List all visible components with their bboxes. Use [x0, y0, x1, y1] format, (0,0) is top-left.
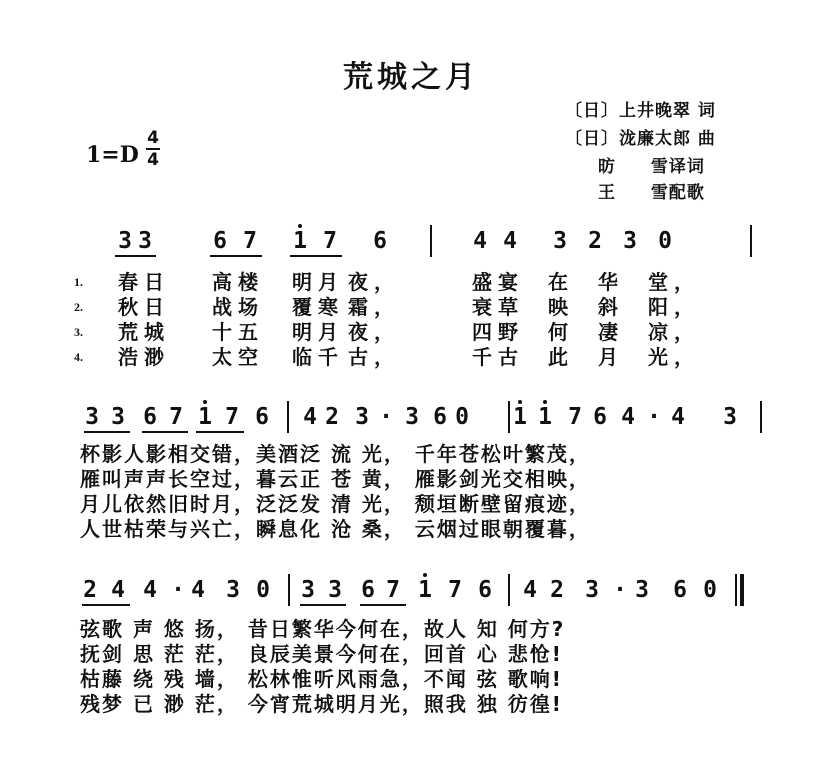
final-bar-line: [740, 574, 744, 606]
note: 0: [455, 404, 469, 430]
beam-underline: [115, 255, 156, 257]
note: 3: [723, 404, 737, 430]
lyric-word: 华: [598, 270, 624, 294]
verse-number: 4.: [74, 350, 83, 364]
lyric-line: 月儿依然旧时月，泛泛发 清 光， 颓垣断壁留痕迹，: [80, 492, 591, 516]
note: 6: [361, 577, 375, 603]
composer-credit: 〔日〕泷廉太郎 曲: [565, 129, 716, 149]
lyric-word: 斜: [598, 295, 624, 319]
note: 7: [225, 404, 239, 430]
lyric-word: 古，: [348, 345, 400, 369]
lyric-word: 秋日: [118, 295, 170, 319]
lyricist-credit: 〔日〕上井晚翠 词: [565, 101, 716, 121]
note: 2: [588, 228, 602, 254]
note: 7: [243, 228, 257, 254]
lyric-word: 衰草: [472, 295, 524, 319]
note: 4: [523, 577, 537, 603]
high-octave-dot: [203, 400, 207, 404]
lyric-word: 堂，: [648, 270, 700, 294]
translator-credit: 昉 雪译词: [598, 157, 705, 177]
high-octave-dot: [423, 573, 427, 577]
lyric-word: 月: [598, 345, 624, 369]
bar-line: [750, 225, 752, 257]
final-bar-line: [735, 574, 737, 606]
note: 7: [323, 228, 337, 254]
beam-underline: [300, 604, 346, 606]
lyric-line: 杯影人影相交错，美酒泛 流 光， 千年苍松叶繁茂，: [80, 442, 591, 466]
note: 3: [405, 404, 419, 430]
time-signature-denominator: 4: [147, 150, 159, 170]
arranger-credit: 王 雪配歌: [598, 183, 705, 203]
high-octave-dot: [298, 224, 302, 228]
note: 4: [671, 404, 685, 430]
note: 3: [138, 228, 152, 254]
beam-underline: [360, 604, 406, 606]
note: 4: [473, 228, 487, 254]
lyric-word: 太空: [212, 345, 264, 369]
note: 0: [256, 577, 270, 603]
bar-line: [287, 401, 289, 433]
note: 3: [635, 577, 649, 603]
note: 0: [703, 577, 717, 603]
note: 3: [355, 404, 369, 430]
note: 3: [226, 577, 240, 603]
lyric-word: 浩渺: [118, 345, 170, 369]
lyric-word: 盛宴: [472, 270, 524, 294]
note: 3: [85, 404, 99, 430]
bar-line: [760, 401, 762, 433]
note: 1: [513, 404, 527, 430]
time-signature-numerator: 4: [147, 128, 159, 148]
lyric-word: 明月: [292, 320, 344, 344]
note: 2: [83, 577, 97, 603]
high-octave-dot: [518, 400, 522, 404]
dot-rhythm: ·: [379, 404, 393, 430]
high-octave-dot: [543, 400, 547, 404]
note: 6: [478, 577, 492, 603]
lyric-word: 此: [548, 345, 574, 369]
lyric-word: 凉，: [648, 320, 700, 344]
key-signature: 1=D: [86, 142, 139, 168]
note: 1: [418, 577, 432, 603]
lyric-line: 弦歌 声 悠 扬， 昔日繁华今何在，故人 知 何方?: [80, 617, 566, 641]
lyric-word: 四野: [472, 320, 524, 344]
beam-underline: [210, 255, 262, 257]
note: 6: [143, 404, 157, 430]
note: 7: [169, 404, 183, 430]
lyric-word: 十五: [212, 320, 264, 344]
bar-line: [288, 574, 290, 606]
note: 6: [433, 404, 447, 430]
beam-underline: [142, 431, 188, 433]
note: 3: [623, 228, 637, 254]
note: 3: [585, 577, 599, 603]
lyric-word: 战场: [212, 295, 264, 319]
beam-underline: [196, 431, 244, 433]
note: 6: [255, 404, 269, 430]
dot-rhythm: ·: [647, 404, 661, 430]
lyric-line: 人世枯荣与兴亡，瞬息化 沧 桑， 云烟过眼朝覆暮，: [80, 517, 591, 541]
verse-number: 3.: [74, 325, 83, 339]
lyric-word: 夜，: [348, 320, 400, 344]
lyric-line: 残梦 已 渺 茫， 今宵荒城明月光，照我 独 彷徨!: [80, 692, 563, 716]
lyric-word: 映: [548, 295, 574, 319]
lyric-line: 枯藤 绕 残 墙， 松林惟听风雨急，不闻 弦 歌响!: [80, 667, 563, 691]
verse-number: 2.: [74, 300, 83, 314]
note: 7: [448, 577, 462, 603]
note: 3: [111, 404, 125, 430]
note: 4: [143, 577, 157, 603]
lyric-word: 凄: [598, 320, 624, 344]
bar-line: [508, 401, 510, 433]
note: 4: [111, 577, 125, 603]
note: 2: [550, 577, 564, 603]
note: 3: [553, 228, 567, 254]
lyric-word: 夜，: [348, 270, 400, 294]
note: 4: [503, 228, 517, 254]
lyric-word: 临千: [292, 345, 344, 369]
note: 4: [191, 577, 205, 603]
lyric-word: 千古: [472, 345, 524, 369]
lyric-word: 霜，: [348, 295, 400, 319]
lyric-word: 光，: [648, 345, 700, 369]
lyric-word: 明月: [292, 270, 344, 294]
verse-number: 1.: [74, 275, 83, 289]
dot-rhythm: ·: [171, 577, 185, 603]
note: 4: [621, 404, 635, 430]
note: 4: [303, 404, 317, 430]
note: 3: [328, 577, 342, 603]
beam-underline: [82, 604, 130, 606]
dot-rhythm: ·: [613, 577, 627, 603]
lyric-word: 春日: [118, 270, 170, 294]
lyric-word: 阳，: [648, 295, 700, 319]
note: 6: [593, 404, 607, 430]
lyric-word: 荒城: [118, 320, 170, 344]
song-title: 荒城之月: [343, 60, 479, 95]
note: 6: [673, 577, 687, 603]
bar-line: [430, 225, 432, 257]
note: 1: [538, 404, 552, 430]
note: 3: [118, 228, 132, 254]
lyric-line: 抚剑 思 茫 茫， 良辰美景今何在，回首 心 悲怆!: [80, 642, 563, 666]
note: 7: [568, 404, 582, 430]
note: 0: [658, 228, 672, 254]
lyric-line: 雁叫声声长空过，暮云正 苍 黄， 雁影剑光交相映，: [80, 467, 591, 491]
beam-underline: [290, 255, 342, 257]
lyric-word: 覆寒: [292, 295, 344, 319]
lyric-word: 在: [548, 270, 574, 294]
note: 7: [386, 577, 400, 603]
bar-line: [508, 574, 510, 606]
note: 6: [213, 228, 227, 254]
beam-underline: [84, 431, 130, 433]
note: 1: [198, 404, 212, 430]
note: 2: [325, 404, 339, 430]
note: 1: [293, 228, 307, 254]
note: 3: [301, 577, 315, 603]
time-signature: [144, 129, 162, 169]
lyric-word: 何: [548, 320, 574, 344]
note: 6: [373, 228, 387, 254]
lyric-word: 高楼: [212, 270, 264, 294]
